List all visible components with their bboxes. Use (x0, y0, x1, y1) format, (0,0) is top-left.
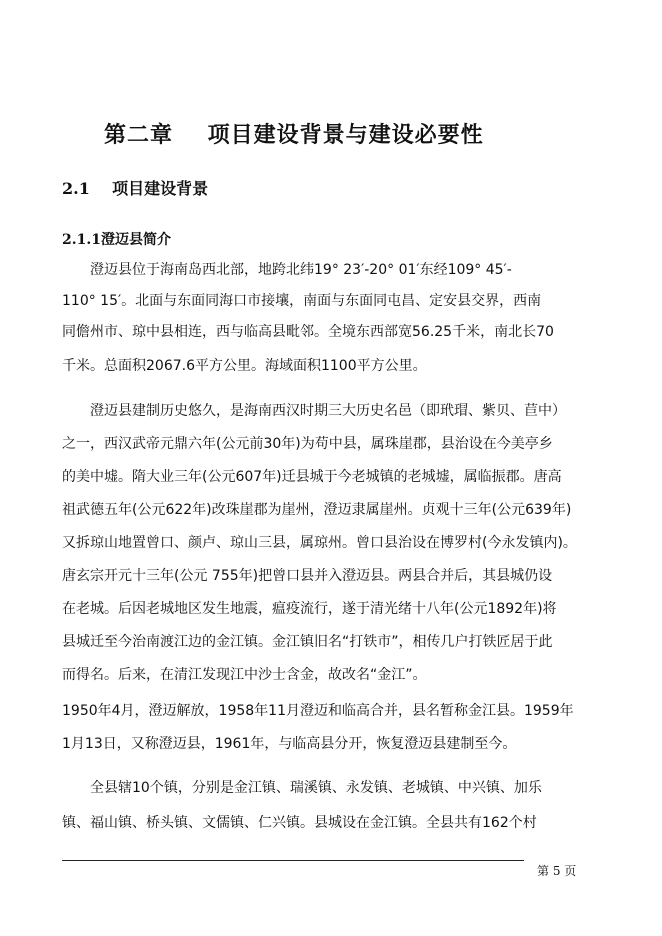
body-line: 澄迈县建制历史悠久，是海南西汉时期三大历史名邑（即玳瑁、紫贝、苣中） (90, 403, 566, 419)
body-line: 同儋州市、琼中县相连，西与临高县毗邻。全境东西部宽56.25千米，南北长70 (62, 324, 554, 340)
body-line: 1月13日，又称澄迈县，1961年，与临高县分开，恢复澄迈县建制至今。 (62, 736, 517, 752)
body-line: 1950年4月，澄迈解放，1958年11月澄迈和临高合并，县名暂称金江县。1959年 (62, 703, 574, 719)
body-line: 澄迈县位于海南岛西北部，地跨北纬19° 23′-20° 01′东经109° 45′- (90, 262, 512, 278)
chapter-title: 第二章 项目建设背景与建设必要性 (104, 122, 484, 148)
body-line: 唐玄宗开元十三年(公元 755年)把曾口县并入澄迈县。两县合并后，其县城仍设 (62, 568, 553, 584)
body-line: 的美中墟。隋大业三年(公元607年)迁县城于今老城镇的老城墟，属临振郡。唐高 (62, 469, 562, 485)
subsection-heading: 2.1.1澄迈县简介 (62, 232, 171, 248)
body-line: 祖武德五年(公元622年)改珠崖郡为崖州，澄迈隶属崖州。贞观十三年(公元639年) (62, 502, 572, 518)
body-line: 镇、福山镇、桥头镇、文儒镇、仁兴镇。县城设在金江镇。全县共有162个村 (62, 815, 537, 831)
body-line: 全县辖10个镇，分别是金江镇、瑞溪镇、永发镇、老城镇、中兴镇、加乐 (90, 780, 542, 796)
body-line: 110° 15′。北面与东面同海口市接壤，南面与东面同屯昌、定安县交界，西南 (62, 293, 542, 309)
body-line: 千米。总面积2067.6平方公里。海域面积1100平方公里。 (62, 358, 427, 374)
footer-divider (62, 860, 524, 861)
body-line: 县城迁至今治南渡江边的金江镇。金江镇旧名“打铁市”，相传几户打铁匠居于此 (62, 634, 553, 650)
body-line: 在老城。后因老城地区发生地震，瘟疫流行，遂于清光绪十八年(公元1892年)将 (62, 601, 557, 617)
body-line: 而得名。后来，在清江发现江中沙士含金，故改名“金江”。 (62, 667, 427, 683)
page-number: 第 5 页 (537, 864, 577, 878)
section-heading: 2.1 项目建设背景 (62, 179, 209, 198)
body-line: 之一，西汉武帝元鼎六年(公元前30年)为苟中县，属珠崖郡，县治设在今美亭乡 (62, 436, 553, 452)
body-line: 又拆琼山地置曾口、颜卢、琼山三县，属琼州。曾口县治设在博罗村(今永发镇内)。 (62, 535, 577, 551)
